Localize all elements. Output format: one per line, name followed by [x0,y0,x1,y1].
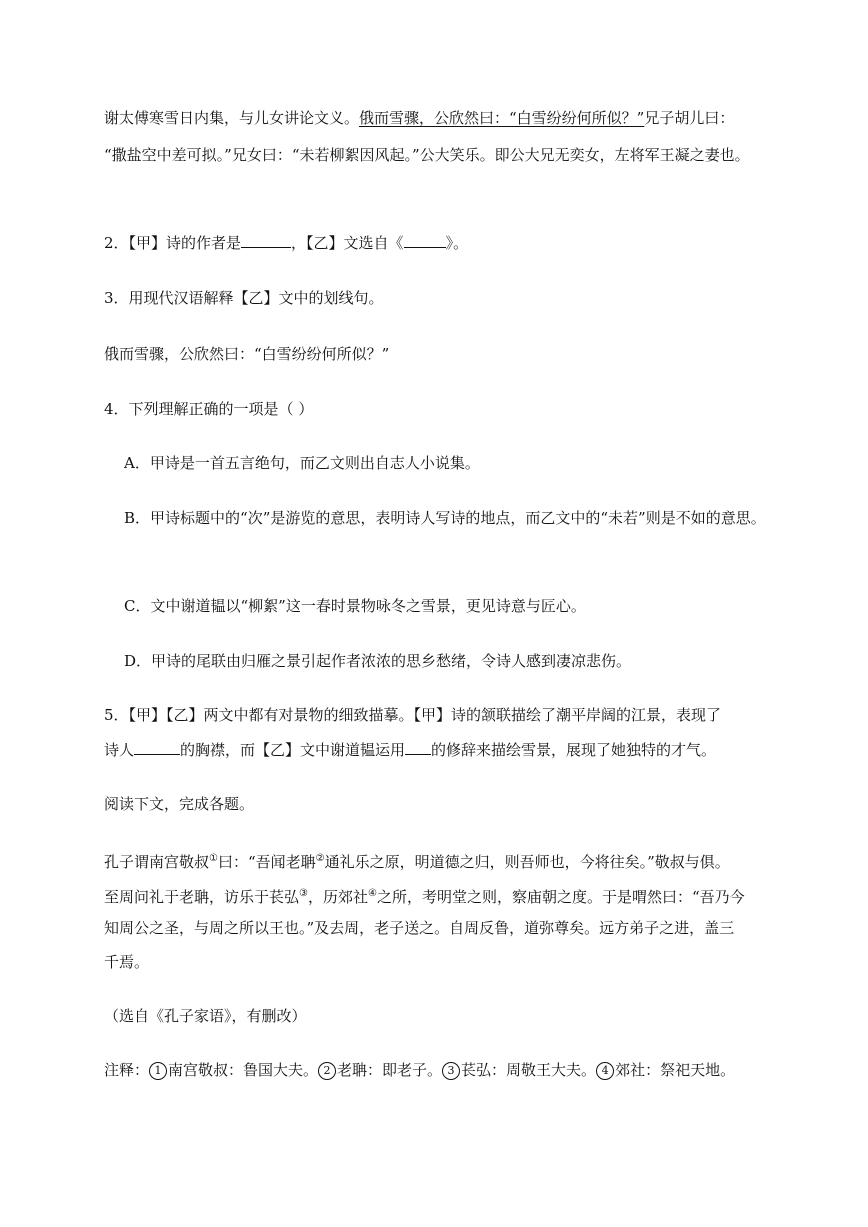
notes [104,1060,735,1080]
option-b: B．甲诗标题中的“次”是游览的意思，表明诗人写诗的地点，而乙文中的“未若”则是不如的意思。 [124,509,766,527]
footnote-marker: ③ [299,888,308,899]
passage-text: 通礼乐之原，明道德之归，则吾师也，今将往矣。”敬叔与俱。 [324,853,730,871]
passage-text: 曰：“吾闻老聃 [217,853,316,871]
question-text: 的胸襟，而【乙】文中谢道韫运用 [180,741,406,759]
passage-2-line-4: 千焉。 [104,953,150,971]
source-citation: （选自《孔子家语》，有删改） [104,1007,307,1025]
question-4-stem: 4．下列理解正确的一项是（ ） [104,400,314,418]
question-2 [104,233,468,253]
note-text: 老聃：即老子。 [337,1061,443,1079]
underlined-sentence: 俄而雪骤，公欣然曰：“白雪纷纷何所似？” [359,109,645,127]
question-5-line-2 [104,740,716,760]
question-text: 的修辞来描绘雪景，展现了她独特的才气。 [431,741,717,759]
footnote-marker: ② [315,853,325,864]
passage-yi-line-1 [104,108,734,128]
notes-label: 注释： [104,1061,150,1079]
question-text: 2．【甲】诗的作者是 [104,234,242,252]
footnote-marker: ① [209,853,218,864]
note-text: 苌弘：周敬王大夫。 [461,1061,597,1079]
answer-blank[interactable] [241,233,291,248]
reading-instruction: 阅读下文，完成各题。 [104,795,255,813]
passage-text: 兄子胡儿曰： [644,109,735,127]
note-number: 3 [442,1062,460,1080]
footnote-marker: ④ [368,888,377,899]
passage-text: ，历郊社 [307,888,368,906]
question-text: ，【乙】文选自《 [291,234,404,252]
note-text: 郊社：祭祀天地。 [615,1061,736,1079]
option-a: A．甲诗是一首五言绝句，而乙文则出自志人小说集。 [124,454,480,472]
option-c: C．文中谢道韫以“柳絮”这一春时景物咏冬之雪景，更见诗意与匠心。 [124,597,586,615]
passage-2-line-2 [104,884,745,907]
passage-2-line-1 [104,849,730,872]
answer-blank[interactable] [134,740,180,755]
note-number: 1 [149,1062,167,1080]
question-text: 》。 [445,234,469,252]
question-text: 诗人 [104,741,135,759]
option-d: D．甲诗的尾联由归雁之景引起作者浓浓的思乡愁绪，令诗人感到凄凉悲伤。 [124,652,632,670]
note-number: 2 [318,1062,336,1080]
question-3-stem: 3．用现代汉语解释【乙】文中的划线句。 [104,289,384,307]
passage-text: 至周问礼于老聃，访乐于苌弘 [104,888,300,906]
note-text: 南宫敬叔：鲁国大夫。 [168,1061,319,1079]
passage-text: 谢太傅寒雪日内集，与儿女讲论文义。 [104,109,360,127]
answer-blank[interactable] [405,740,431,755]
passage-text: 之所，考明堂之则，察庙朝之度。于是喟然曰：“吾乃今 [376,888,745,906]
question-5-line-1: 5．【甲】【乙】两文中都有对景物的细致描摹。【甲】诗的颔联描绘了潮平岸阔的江景，表现了 [104,706,722,724]
question-3-sentence: 俄而雪骤，公欣然曰：“白雪纷纷何所似？” [104,345,390,363]
passage-yi-line-2: “撒盐空中差可拟。”兄女曰：“未若柳絮因风起。”公大笑乐。即公大兄无奕女，左将军王凝之妻也。 [104,146,750,164]
note-number: 4 [596,1062,614,1080]
passage-text: 孔子谓南宫敬叔 [104,853,210,871]
answer-blank[interactable] [404,233,446,248]
passage-2-line-3: 知周公之圣，与周之所以王也。”及去周，老子送之。自周反鲁，道弥尊矣。远方弟子之进，盖三 [104,919,735,937]
